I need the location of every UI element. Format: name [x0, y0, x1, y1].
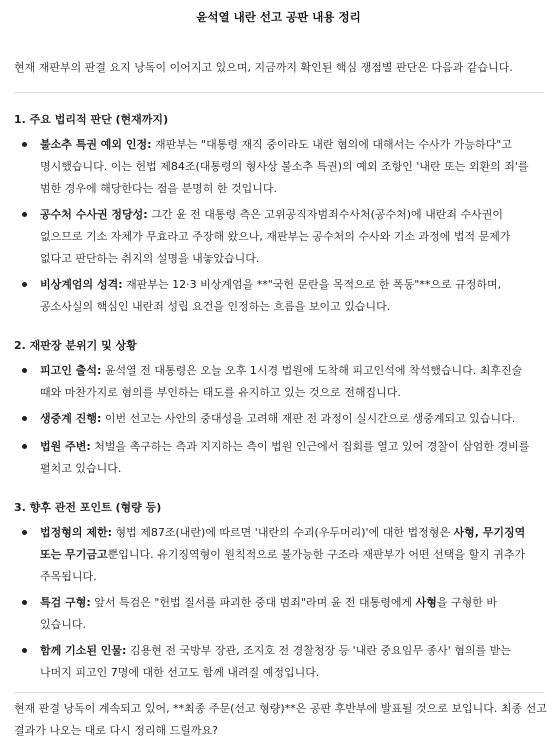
- item-head: 비상계엄의 성격:: [40, 278, 123, 291]
- bullet-icon: [22, 142, 27, 147]
- list-item: [40, 522, 535, 588]
- item-text: 재판부는 "대통령 재직 중이라도 내란 혐의에 대해서는 수사가 가능하다"고 명시했습니다. 이는 헌법 제84조(대통령의 형사상 불소추 특권)의 예외 조항인 '내란 또는 외환의 죄'를 범한 경우에 해당한다는 점을 분명히 한 것입니다.: [40, 138, 529, 195]
- item-text: 뿐입니다. 유기징역형이 원칙적으로 불가능한 구조라 재판부가 어떤 선택을 할지 귀추가 주목됩니다.: [40, 548, 526, 583]
- bullet-icon: [22, 444, 27, 449]
- item-text: 앞서 특검은 "헌법 질서를 파괴한 중대 범죄"라며 윤 전 대통령에게: [90, 596, 416, 609]
- item-text: 윤석열 전 대통령은 오늘 오후 1시경 법원에 도착해 피고인석에 착석했습니다. 최후진술 때와 마찬가지로 혐의를 부인하는 태도를 유지하고 있는 것으로 전해집니다.: [40, 364, 523, 399]
- item-head: 함께 기소된 인물:: [40, 644, 127, 657]
- item-head: 법원 주변:: [40, 440, 91, 453]
- bullet-icon: [22, 416, 27, 421]
- list-item: [40, 592, 535, 636]
- item-text: 이번 선고는 사안의 중대성을 고려해 재판 전 과정이 실시간으로 생중계되고 있습니다.: [101, 412, 516, 425]
- item-text: 처벌을 촉구하는 측과 지지하는 측이 법원 인근에서 집회를 열고 있어 경찰이 삼엄한 경비를 펼치고 있습니다.: [40, 440, 530, 475]
- list-item: [40, 360, 535, 404]
- item-emphasis: 사형: [415, 596, 437, 609]
- item-text: 재판부는 12·3 비상계엄을 **"국헌 문란을 목적으로 한 폭동"**으로 규정하며, 공소사실의 핵심인 내란죄 성립 요건을 인정하는 흐름을 보이고 있습니다.: [40, 278, 502, 313]
- item-head: 공수처 수사권 정당성:: [40, 208, 148, 221]
- list-item: [40, 408, 535, 430]
- item-text: 을 구형한 바 있습니다.: [40, 596, 497, 631]
- list-item: [40, 436, 535, 480]
- list-item: [40, 640, 535, 684]
- section-heading-courtroom: 2. 재판장 분위기 및 상황: [14, 339, 137, 352]
- bullet-icon: [22, 648, 27, 653]
- item-head: 특검 구형:: [40, 596, 91, 609]
- outro-paragraph: 현재 판결 낭독이 계속되고 있어, **최종 주문(선고 형량)**은 공판 후반부에 발표될 것으로 보입니다. 최종 선고 결과가 나오는 대로 다시 정리해 드릴까요?: [14, 702, 547, 737]
- list-item: [40, 134, 535, 200]
- item-head: 생중계 진행:: [40, 412, 102, 425]
- item-head: 피고인 출석:: [40, 364, 102, 377]
- bullet-icon: [22, 212, 27, 217]
- divider: [14, 692, 544, 693]
- bullet-icon: [22, 530, 27, 535]
- item-head: 불소추 특권 예외 인정:: [40, 138, 152, 151]
- item-emphasis: 사형, 무기징역 또는 무기금고: [40, 526, 526, 561]
- list-item: [40, 274, 535, 318]
- list-item: [40, 204, 535, 270]
- item-text: 형법 제87조(내란)에 따르면 '내란의 수괴(우두머리)'에 대한 법정형은: [111, 526, 454, 539]
- section-heading-outlook: 3. 향후 관전 포인트 (형량 등): [14, 501, 162, 514]
- bullet-icon: [22, 600, 27, 605]
- bullet-icon: [22, 368, 27, 373]
- bullet-icon: [22, 282, 27, 287]
- item-text: 김용현 전 국방부 장관, 조지호 전 경찰청장 등 '내란 중요임무 종사' 혐의를 받는 나머지 피고인 7명에 대한 선고도 함께 내려질 예정입니다.: [40, 644, 511, 679]
- page-title: 윤석열 내란 선고 공판 내용 정리: [196, 10, 361, 24]
- divider: [14, 92, 544, 93]
- section-heading-legal-judgment: 1. 주요 법리적 판단 (현재까지): [14, 113, 169, 126]
- item-text: 그간 윤 전 대통령 측은 고위공직자범죄수사처(공수처)에 내란죄 수사권이 없으므로 기소 자체가 무효라고 주장해 왔으나, 재판부는 공수처의 수사와 기소 과정에 법적 문제가 없다고 판단하는 취지의 설명을 내놓았습니다.: [40, 208, 511, 265]
- intro-paragraph: 현재 재판부의 판결 요지 낭독이 이어지고 있으며, 지금까지 확인된 핵심 쟁점별 판단은 다음과 같습니다.: [14, 61, 513, 74]
- item-head: 법정형의 제한:: [40, 526, 112, 539]
